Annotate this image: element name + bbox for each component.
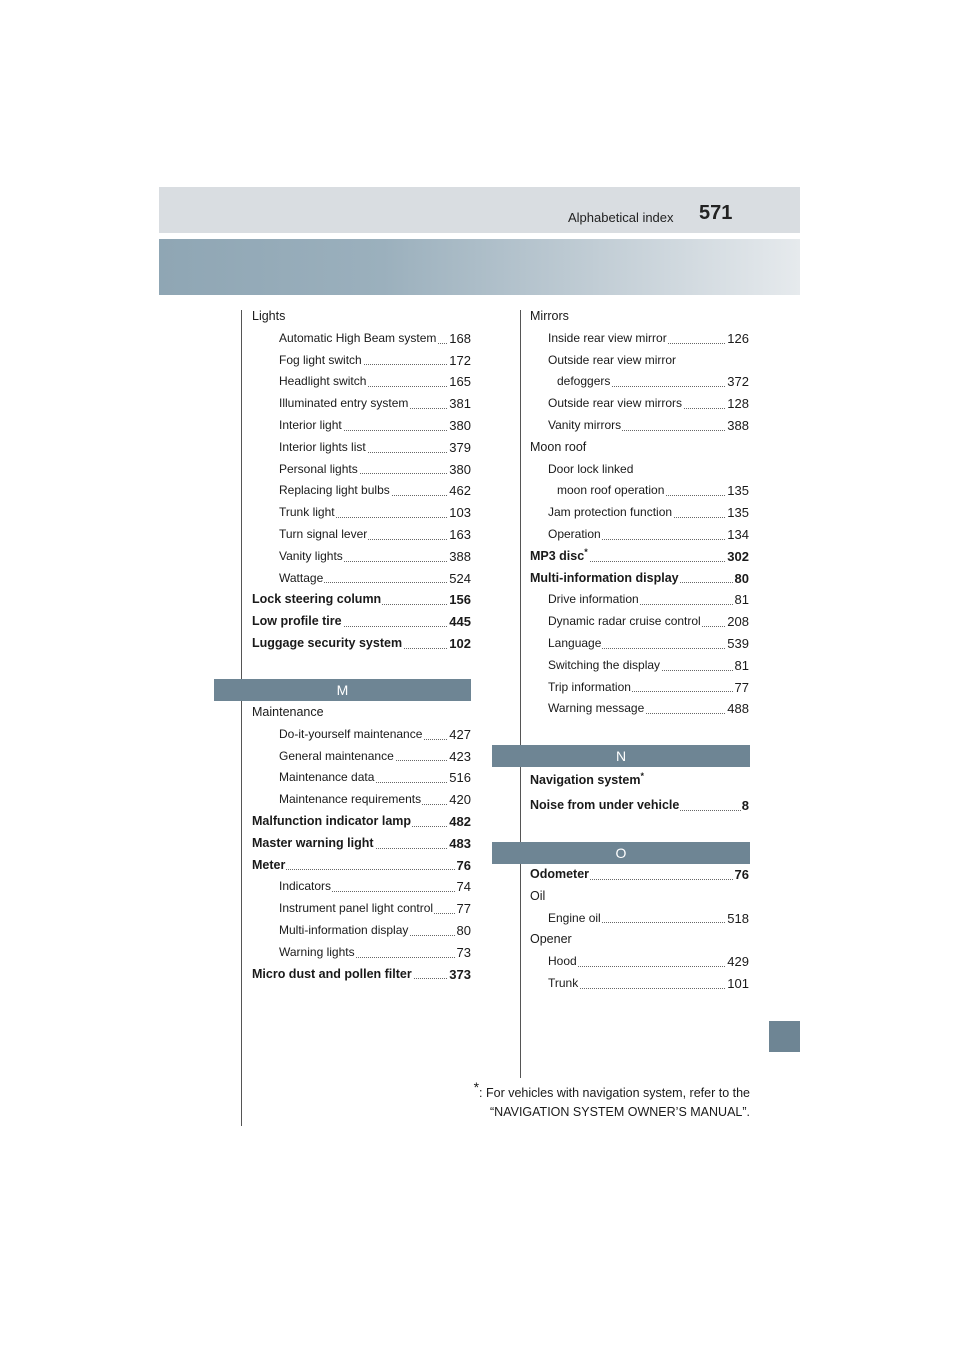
footnote-star: * bbox=[640, 770, 644, 781]
index-subentry: moon roof operation 135 bbox=[530, 480, 749, 502]
index-entry: Navigation system* bbox=[530, 770, 749, 792]
index-column-right bbox=[530, 306, 749, 720]
index-heading: Mirrors bbox=[530, 306, 749, 328]
index-entry: Malfunction indicator lamp 482 bbox=[252, 811, 471, 833]
index-subentry: Warning lights 73 bbox=[252, 942, 471, 964]
index-subentry: Inside rear view mirror 126 bbox=[530, 328, 749, 350]
decorative-band bbox=[159, 239, 800, 295]
index-subentry: Language 539 bbox=[530, 633, 749, 655]
index-entry: Low profile tire 445 bbox=[252, 611, 471, 633]
index-subentry: Operation 134 bbox=[530, 524, 749, 546]
index-subentry: Wattage 524 bbox=[252, 568, 471, 590]
index-subentry: Trunk light 103 bbox=[252, 502, 471, 524]
index-entry: Micro dust and pollen filter 373 bbox=[252, 964, 471, 986]
index-entry: Lock steering column 156 bbox=[252, 589, 471, 611]
index-subentry: Instrument panel light control 77 bbox=[252, 898, 471, 920]
index-subentry: Interior lights list 379 bbox=[252, 437, 471, 459]
index-subentry: Maintenance data 516 bbox=[252, 767, 471, 789]
index-subentry: Illuminated entry system 381 bbox=[252, 393, 471, 415]
chapter-tab-marker bbox=[769, 1021, 800, 1052]
footnote-line-2: “NAVIGATION SYSTEM OWNER’S MANUAL”. bbox=[490, 1105, 750, 1119]
index-subentry: Do-it-yourself maintenance 427 bbox=[252, 724, 471, 746]
index-column-left-m bbox=[252, 702, 471, 985]
index-subentry: Automatic High Beam system 168 bbox=[252, 328, 471, 350]
index-subentry: Headlight switch 165 bbox=[252, 371, 471, 393]
column-divider-rule bbox=[520, 310, 521, 1078]
index-column-right-n bbox=[530, 770, 749, 817]
index-entry: Multi-information display 80 bbox=[530, 568, 749, 590]
index-heading: Moon roof bbox=[530, 437, 749, 459]
index-subentry: Maintenance requirements 420 bbox=[252, 789, 471, 811]
index-subentry: Hood 429 bbox=[530, 951, 749, 973]
index-subentry: Switching the display 81 bbox=[530, 655, 749, 677]
index-subentry: Outside rear view mirrors 128 bbox=[530, 393, 749, 415]
page-number: 571 bbox=[699, 202, 733, 224]
index-entry: Luggage security system 102 bbox=[252, 633, 471, 655]
index-entry: Noise from under vehicle 8 bbox=[530, 795, 749, 817]
index-subheading: Outside rear view mirror bbox=[530, 350, 749, 372]
index-heading: Lights bbox=[252, 306, 471, 328]
index-subentry: Jam protection function 135 bbox=[530, 502, 749, 524]
index-entry: Master warning light 483 bbox=[252, 833, 471, 855]
section-header-n: N bbox=[492, 745, 750, 767]
index-subentry: Vanity mirrors 388 bbox=[530, 415, 749, 437]
index-subentry: Fog light switch 172 bbox=[252, 350, 471, 372]
section-header-o: O bbox=[492, 842, 750, 864]
index-entry: MP3 disc* 302 bbox=[530, 546, 749, 568]
section-header-m: M bbox=[214, 679, 471, 701]
index-subentry: Engine oil 518 bbox=[530, 908, 749, 930]
index-column-right-o bbox=[530, 864, 749, 995]
footnote-star: * bbox=[473, 1078, 480, 1095]
index-subentry: Vanity lights 388 bbox=[252, 546, 471, 568]
index-subentry: defoggers 372 bbox=[530, 371, 749, 393]
index-subentry: Replacing light bulbs 462 bbox=[252, 480, 471, 502]
index-entry: Odometer 76 bbox=[530, 864, 749, 886]
index-column-left bbox=[252, 306, 471, 655]
index-subentry: Dynamic radar cruise control 208 bbox=[530, 611, 749, 633]
left-margin-rule bbox=[241, 310, 242, 1126]
index-entry: Meter 76 bbox=[252, 855, 471, 877]
index-subentry: Drive information 81 bbox=[530, 589, 749, 611]
index-subentry: Personal lights 380 bbox=[252, 459, 471, 481]
index-subentry: Indicators 74 bbox=[252, 876, 471, 898]
header-title: Alphabetical index bbox=[568, 210, 674, 225]
index-subentry: Interior light 380 bbox=[252, 415, 471, 437]
footnote bbox=[473, 1078, 750, 1122]
index-subentry: General maintenance 423 bbox=[252, 746, 471, 768]
index-heading: Opener bbox=[530, 929, 749, 951]
footnote-star: * bbox=[584, 546, 588, 557]
index-subheading: Door lock linked bbox=[530, 459, 749, 481]
index-heading: Oil bbox=[530, 886, 749, 908]
index-subentry: Trunk 101 bbox=[530, 973, 749, 995]
index-heading: Maintenance bbox=[252, 702, 471, 724]
footnote-line-1: : For vehicles with navigation system, refer to the bbox=[479, 1086, 750, 1100]
index-subentry: Warning message 488 bbox=[530, 698, 749, 720]
index-subentry: Multi-information display 80 bbox=[252, 920, 471, 942]
index-subentry: Trip information 77 bbox=[530, 677, 749, 699]
index-subentry: Turn signal lever 163 bbox=[252, 524, 471, 546]
